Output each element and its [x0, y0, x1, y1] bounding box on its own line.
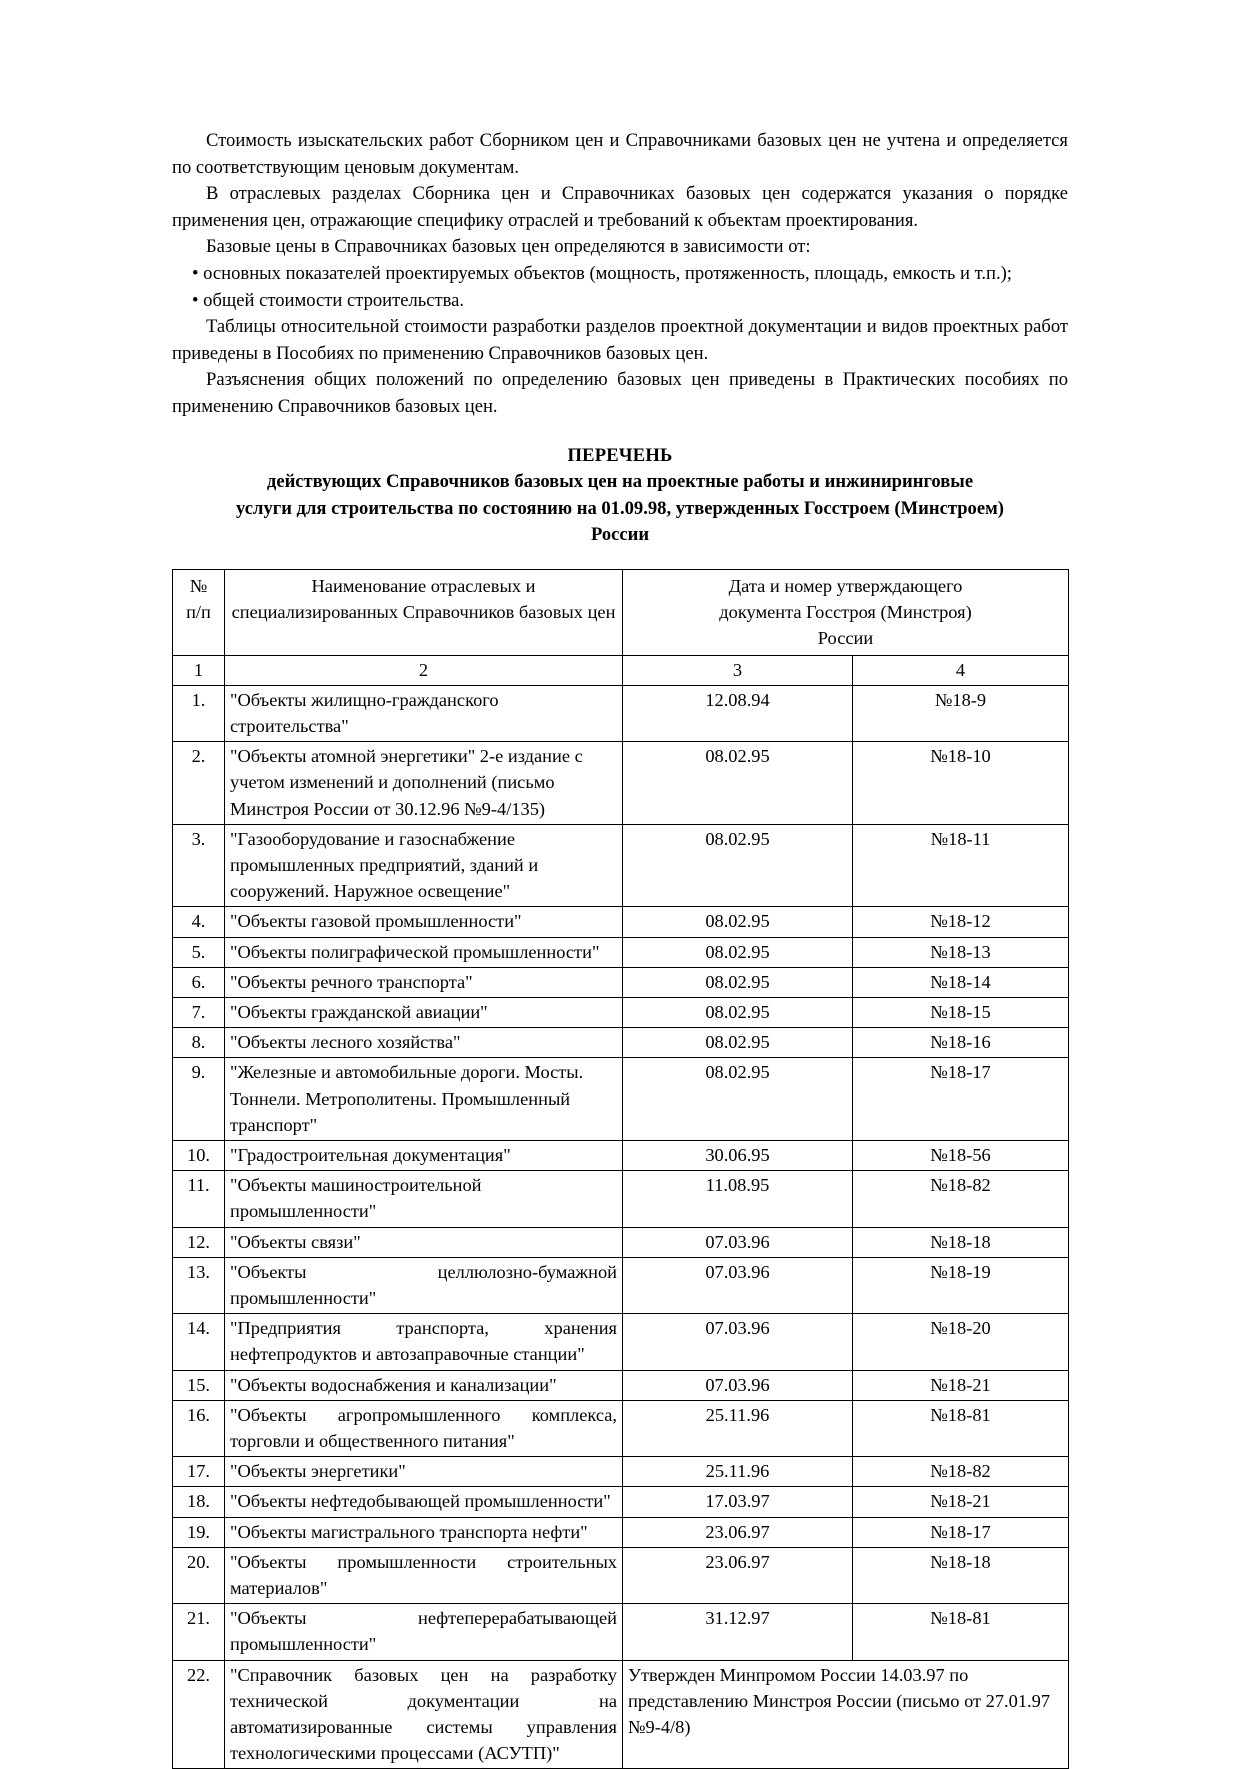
table-header [173, 569, 1069, 685]
row-document-number: №18-10 [853, 742, 1069, 825]
bullet-item-1: • основных показателей проектируемых объектов (мощность, протяженность, площадь, емкость и т.п.); [192, 262, 1012, 284]
intro-text-block [172, 128, 1068, 421]
row-document-number: №18-17 [853, 1058, 1069, 1141]
page-title: ПЕРЕЧЕНЬ [567, 444, 673, 466]
row-handbook-name: "Газооборудование и газоснабжение промышленных предприятий, зданий и сооружений. Наружное освещение" [225, 824, 623, 907]
header-name-line-2: специализированных Справочников базовых цен [231, 602, 616, 623]
table-row [173, 824, 1069, 907]
page-subtitle-line-2: услуги для строительства по состоянию на 01.09.98, утвержденных Госстроем (Минстроем) [236, 497, 1004, 519]
row-number: 13. [173, 1257, 225, 1313]
row-handbook-name: "Объекты атомной энергетики" 2-е издание с учетом изменений и дополнений (письмо Минстроя России от 30.12.96 №9-4/135) [225, 742, 623, 825]
row-handbook-name: "Железные и автомобильные дороги. Мосты. Тоннели. Метрополитены. Промышленный транспорт" [225, 1058, 623, 1141]
table-row [173, 1257, 1069, 1313]
row-handbook-name: "Справочник базовых цен на разработку технической документации на автоматизированные системы управления технологическими процессами (АСУТП)" [225, 1660, 623, 1769]
row-document-number: №18-81 [853, 1400, 1069, 1456]
row-handbook-name: "Предприятия транспорта, хранения нефтепродуктов и автозаправочные станции" [225, 1314, 623, 1370]
table-row [173, 1227, 1069, 1257]
row-approval-date: 23.06.97 [623, 1547, 853, 1603]
row-number: 6. [173, 967, 225, 997]
table-row [173, 937, 1069, 967]
row-number: 15. [173, 1370, 225, 1400]
row-document-number: №18-16 [853, 1028, 1069, 1058]
row-document-number: №18-19 [853, 1257, 1069, 1313]
row-number: 12. [173, 1227, 225, 1257]
table-row [173, 1400, 1069, 1456]
table-row [173, 1547, 1069, 1603]
row-approval-date: 12.08.94 [623, 685, 853, 741]
row-number: 9. [173, 1058, 225, 1141]
row-handbook-name: "Объекты гражданской авиации" [225, 997, 623, 1027]
row-handbook-name: "Объекты агропромышленного комплекса, торговли и общественного питания" [225, 1400, 623, 1456]
column-number-4: 4 [853, 655, 1069, 685]
row-number: 17. [173, 1457, 225, 1487]
row-number: 1. [173, 685, 225, 741]
header-cell-name [225, 569, 623, 655]
bullet-item-2: • общей стоимости строительства. [192, 289, 465, 311]
table-body [173, 685, 1069, 1769]
row-document-number: №18-12 [853, 907, 1069, 937]
row-number: 8. [173, 1028, 225, 1058]
row-number: 21. [173, 1604, 225, 1660]
paragraph-3: Базовые цены в Справочниках базовых цен определяются в зависимости от: [206, 236, 811, 258]
table-row [173, 1058, 1069, 1141]
header-cell-number [173, 569, 225, 655]
row-number: 18. [173, 1487, 225, 1517]
row-number: 4. [173, 907, 225, 937]
table-row [173, 1314, 1069, 1370]
table-row [173, 997, 1069, 1027]
row-number: 3. [173, 824, 225, 907]
row-document-number: №18-11 [853, 824, 1069, 907]
row-handbook-name: "Объекты энергетики" [225, 1457, 623, 1487]
table-row [173, 1660, 1069, 1769]
table-row [173, 967, 1069, 997]
header-name-line-1: Наименование отраслевых и [311, 575, 536, 596]
row-document-number: №18-82 [853, 1171, 1069, 1227]
row-handbook-name: "Объекты машиностроительной промышленности" [225, 1171, 623, 1227]
row-approval-date: 08.02.95 [623, 937, 853, 967]
table-row [173, 1140, 1069, 1170]
row-number: 22. [173, 1660, 225, 1769]
row-handbook-name: "Объекты жилищно-гражданского строительства" [225, 685, 623, 741]
row-handbook-name: "Объекты лесного хозяйства" [225, 1028, 623, 1058]
row-handbook-name: "Объекты целлюлозно-бумажной промышленности" [225, 1257, 623, 1313]
table-row [173, 742, 1069, 825]
row-approval-date: 31.12.97 [623, 1604, 853, 1660]
row-number: 20. [173, 1547, 225, 1603]
row-approval-date: 08.02.95 [623, 824, 853, 907]
row-document-number: №18-17 [853, 1517, 1069, 1547]
row-handbook-name: "Объекты нефтеперерабатывающей промышленности" [225, 1604, 623, 1660]
row-number: 7. [173, 997, 225, 1027]
row-number: 11. [173, 1171, 225, 1227]
row-document-number: №18-20 [853, 1314, 1069, 1370]
row-document-number: №18-21 [853, 1487, 1069, 1517]
row-document-number: №18-18 [853, 1227, 1069, 1257]
header-document-line-1: Дата и номер утверждающего [728, 575, 963, 596]
table-row [173, 1370, 1069, 1400]
column-number-2: 2 [225, 655, 623, 685]
row-document-number: №18-81 [853, 1604, 1069, 1660]
table-row [173, 1517, 1069, 1547]
paragraph-5: Разъяснения общих положений по определению базовых цен приведены в Практических пособиях по применению Справочников базовых цен. [172, 369, 1068, 417]
row-approval-date: 07.03.96 [623, 1314, 853, 1370]
header-cell-document [623, 569, 1069, 655]
row-approval-date: 25.11.96 [623, 1400, 853, 1456]
row-handbook-name: "Объекты речного транспорта" [225, 967, 623, 997]
header-document-line-2: документа Госстроя (Минстроя) [719, 602, 972, 623]
row-approval-date: 08.02.95 [623, 742, 853, 825]
row-document-number: №18-14 [853, 967, 1069, 997]
table-row [173, 1604, 1069, 1660]
row-approval-date: 08.02.95 [623, 997, 853, 1027]
row-approval-date: 25.11.96 [623, 1457, 853, 1487]
row-number: 10. [173, 1140, 225, 1170]
row-approval-date: 17.03.97 [623, 1487, 853, 1517]
row-approval-date: 08.02.95 [623, 907, 853, 937]
row-document-number: №18-56 [853, 1140, 1069, 1170]
row-number: 5. [173, 937, 225, 967]
table-row [173, 1028, 1069, 1058]
row-number: 2. [173, 742, 225, 825]
row-document-number: №18-18 [853, 1547, 1069, 1603]
row-approval-date: 08.02.95 [623, 967, 853, 997]
paragraph-4: Таблицы относительной стоимости разработки разделов проектной документации и видов проектных работ приведены в Пособиях по применению Справочников базовых цен. [172, 316, 1068, 364]
table-row [173, 907, 1069, 937]
row-approval-date: 07.03.96 [623, 1227, 853, 1257]
column-number-3: 3 [623, 655, 853, 685]
row-document-number: №18-13 [853, 937, 1069, 967]
row-number: 14. [173, 1314, 225, 1370]
row-number: 19. [173, 1517, 225, 1547]
handbooks-table [172, 569, 1069, 1769]
header-number-line-2: п/п [186, 602, 211, 623]
table-header-row [173, 569, 1069, 655]
row-handbook-name: "Объекты газовой промышленности" [225, 907, 623, 937]
row-approval-date: 07.03.96 [623, 1257, 853, 1313]
table-column-numbering-row [173, 655, 1069, 685]
row-handbook-name: "Объекты водоснабжения и канализации" [225, 1370, 623, 1400]
table-row [173, 1171, 1069, 1227]
page-subtitle-line-1: действующих Справочников базовых цен на проектные работы и инжиниринговые [266, 471, 974, 493]
row-document-number: №18-15 [853, 997, 1069, 1027]
header-document-line-3: России [817, 628, 874, 649]
row-approval-date: 30.06.95 [623, 1140, 853, 1170]
column-number-1: 1 [173, 655, 225, 685]
row-document-number: №18-9 [853, 685, 1069, 741]
row-number: 16. [173, 1400, 225, 1456]
table-row [173, 685, 1069, 741]
row-handbook-name: "Объекты промышленности строительных материалов" [225, 1547, 623, 1603]
row-approval-date: 23.06.97 [623, 1517, 853, 1547]
row-approval-date: 08.02.95 [623, 1028, 853, 1058]
header-number-line-1: № [189, 575, 208, 596]
row-document-number: №18-82 [853, 1457, 1069, 1487]
row-handbook-name: "Объекты связи" [225, 1227, 623, 1257]
table-row [173, 1487, 1069, 1517]
paragraph-2: В отраслевых разделах Сборника цен и Справочниках базовых цен содержатся указания о порядке применения цен, отражающие специфику отраслей и требований к объектам проектирования. [172, 183, 1068, 231]
row-approval-date: 07.03.96 [623, 1370, 853, 1400]
row-approval-date: 08.02.95 [623, 1058, 853, 1141]
row-approval-note: Утвержден Минпромом России 14.03.97 по представлению Минстроя России (письмо от 27.01.97 №9-4/8) [623, 1660, 1069, 1769]
row-approval-date: 11.08.95 [623, 1171, 853, 1227]
row-handbook-name: "Объекты магистрального транспорта нефти" [225, 1517, 623, 1547]
list-title-block [172, 443, 1068, 549]
row-handbook-name: "Градостроительная документация" [225, 1140, 623, 1170]
row-handbook-name: "Объекты нефтедобывающей промышленности" [225, 1487, 623, 1517]
paragraph-1: Стоимость изыскательских работ Сборником цен и Справочниками базовых цен не учтена и определяется по соответствующим ценовым документам. [172, 130, 1068, 178]
page-subtitle-line-3: России [590, 524, 650, 546]
table-row [173, 1457, 1069, 1487]
row-handbook-name: "Объекты полиграфической промышленности" [225, 937, 623, 967]
row-document-number: №18-21 [853, 1370, 1069, 1400]
